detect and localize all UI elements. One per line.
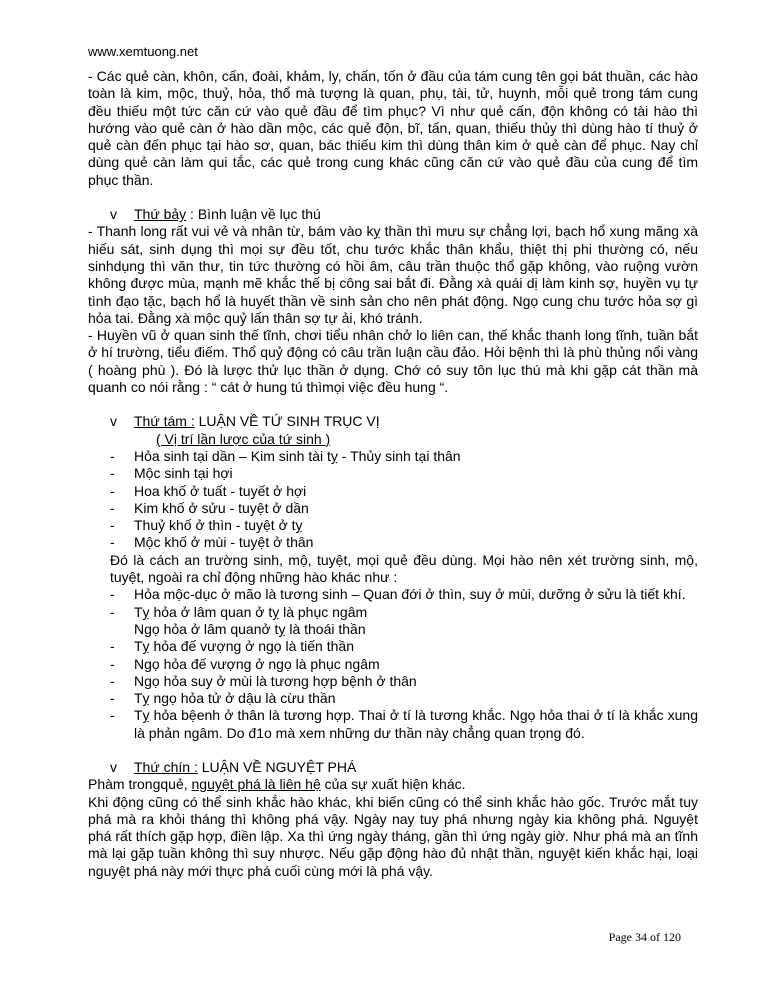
bullet: v bbox=[110, 413, 117, 430]
list-item: - Ngọ hỏa suy ở mùi là tương hợp bệnh ở thân bbox=[88, 673, 698, 690]
hoa-list bbox=[88, 586, 698, 742]
list-item: - Thuỷ khố ở thìn - tuyệt ở tỵ bbox=[88, 517, 698, 534]
bullet: v bbox=[110, 206, 117, 223]
section-9-title: LUẬN VỀ NGUYỆT PHÁ bbox=[197, 758, 357, 775]
list-item: - Ngọ hỏa đế vượng ở ngọ là phục ngâm bbox=[88, 656, 698, 673]
section-9-label: Thứ chín : bbox=[134, 758, 198, 775]
section-9-heading bbox=[110, 759, 698, 776]
list-item: - Hoa khố ở tuất - tuyết ở hợi bbox=[88, 483, 698, 500]
list-item: - Tỵ hỏa đế vượng ở ngọ là tiến thần bbox=[88, 638, 698, 655]
section-8-label: Thứ tám : bbox=[134, 413, 195, 430]
section-9-paragraph: Khi động cũng có thể sinh khắc hào khác, khi biến cũng có thể sinh khắc hào gốc. Trước mắt tuy phá mà ra khỏi tháng thì không phá vậy. Ngày nay tuy phá nhưng ngày kia không phá. Nguyệt phá rất thích gặp hợp, điền lập. Xa thì ứng ngày tháng, gần thì ứng ngày giờ. Như phá mà an tĩnh mà lại gặp tuần không thì suy nhược. Nếu gặp động hào đủ nhật thần, nguyệt kiến khắc hại, loại nguyệt phá này mới thực phá cuối cùng mới là phá vậy. bbox=[88, 793, 698, 879]
sinh-list bbox=[88, 448, 698, 552]
section-8-heading bbox=[110, 413, 698, 430]
section-8-subtitle: ( Vị trí lần lược của tứ sinh ) bbox=[156, 430, 331, 447]
intro-paragraph: - Các quẻ càn, khôn, cấn, đoài, khảm, ly, chấn, tốn ở đầu của tám cung tên gọi bát thuần, các hào toàn là kim, mộc, thuỷ, hỏa, thổ mà tượng là quan, phụ, tài, tử, huynh, mỗi quẻ trong tám cung đều thiếu một tức căn cứ vào quẻ đầu để tìm phục? Vì như quẻ cấn, độn không có tài hào thì hướng vào quẻ càn ở hào dần mộc, các quẻ độn, bĩ, tấn, quan, thiếu thủy thì dùng hào tí thuỷ ở quẻ càn đến phục tại hào sơ, quan, bác thiếu kim thì dùng thân kim ở quẻ càn để phục. Nay chỉ dùng quẻ càn làm qui tắc, các quẻ trong cung khác cũng căn cứ vào quẻ đầu của cung để tìm phục thần. bbox=[88, 68, 698, 188]
list-item: - Tỵ hỏa ở lâm quan ở tỵ là phục ngâm Ngọ hỏa ở lâm quanở tỵ là thoái thần bbox=[88, 604, 698, 639]
list-item: - Hỏa sinh tại dần – Kim sinh tài tỵ - Thủy sinh tại thân bbox=[88, 448, 698, 465]
section-7-paragraph-2: - Huyền vũ ở quan sinh thế tĩnh, chơi tiểu nhân chở lo liên can, thế khắc thanh long tĩnh, tuần bắt ở hí trường, tiểu điếm. Thổ quỷ động có câu trần luận cầu đảo. Hỏi bệnh thì là phù thủng nổi vàng ( hoàng phù ). Đó là lược thử lục thần ở dụng. Chớ có suy tôn lục thú mà khi gặp cát thần mà quanh co nói rằng : “ cát ở hung tú thìmọi việc đều hung “. bbox=[88, 327, 698, 396]
document-body bbox=[88, 68, 698, 880]
list-item: - Mộc sinh tại hợi bbox=[88, 465, 698, 482]
list-item-extra: Ngọ hỏa ở lâm quanở tỵ là thoái thần bbox=[134, 620, 366, 637]
section-7-title: : Bình luận về lục thú bbox=[186, 206, 321, 223]
page-number: Page 34 of 120 bbox=[608, 930, 681, 944]
list-item: - Mộc khố ở mùi - tuyệt ở thân bbox=[88, 534, 698, 551]
list-item: - Tỵ ngọ hỏa tử ở dậu là cừu thần bbox=[88, 690, 698, 707]
bullet: v bbox=[110, 758, 117, 775]
site-url: www.xemtuong.net bbox=[88, 44, 198, 59]
section-8-title: LUẬN VỀ TỨ SINH TRỤC VỊ bbox=[194, 413, 380, 430]
section-9-line-1: Phàm trongquẻ, nguyệt phá là liên hệ của sự xuất hiện khác. bbox=[88, 776, 466, 793]
list-item: - Hỏa mộc-dục ở mão là tương sinh – Quan đới ở thìn, suy ở mùi, dưỡng ở sửu là tiết khí. bbox=[88, 586, 698, 603]
list-item: - Tỵ hỏa bệenh ở thân là tương hợp. Thai ở tí là tương khắc. Ngọ hỏa thai ở tí là khắc xung là phản ngâm. Do đ1o mà xem những dư thần này chẳng quan trọng đó. bbox=[88, 707, 698, 742]
section-7-heading bbox=[110, 206, 698, 223]
section-8-paragraph: Đó là cách an trường sinh, mộ, tuyệt, mọi quẻ đều dùng. Mọi hào nên xét trường sinh, mộ, tuyệt, ngoài ra chỉ động những hào khác như : bbox=[110, 551, 698, 586]
list-item: - Kim khố ở sửu - tuyệt ở dần bbox=[88, 500, 698, 517]
section-7-paragraph-1: - Thanh long rất vui vẻ và nhân từ, bám vào kỵ thần thì mưu sự chẳng lợi, bạch hổ xung mãng xà hiếu sát, sinh dụng thì mọi sự đều tốt, chu tước khắc thân khẩu, thiệt thị phi thường có, nếu sinhdụng thì văn thư, tin tức thường có hồi âm, câu trần thuộc thổ gặp không, vào ruộng vườn không được mùa, mạnh mẽ khắc thế bị công sai bắt đi. Đằng xà quái dị làm kinh sợ, huyền vụ tự tình đạo tặc, bạch hổ là huyết thần về sinh sản cho nên phát động. Ngọ cung chu tước hỏa sợ gì hỏa tai. Đằng xà mộc quỷ lấn thân sợ tự ải, khó tránh. bbox=[88, 223, 698, 326]
section-7-label: Thứ bảy bbox=[134, 206, 187, 223]
